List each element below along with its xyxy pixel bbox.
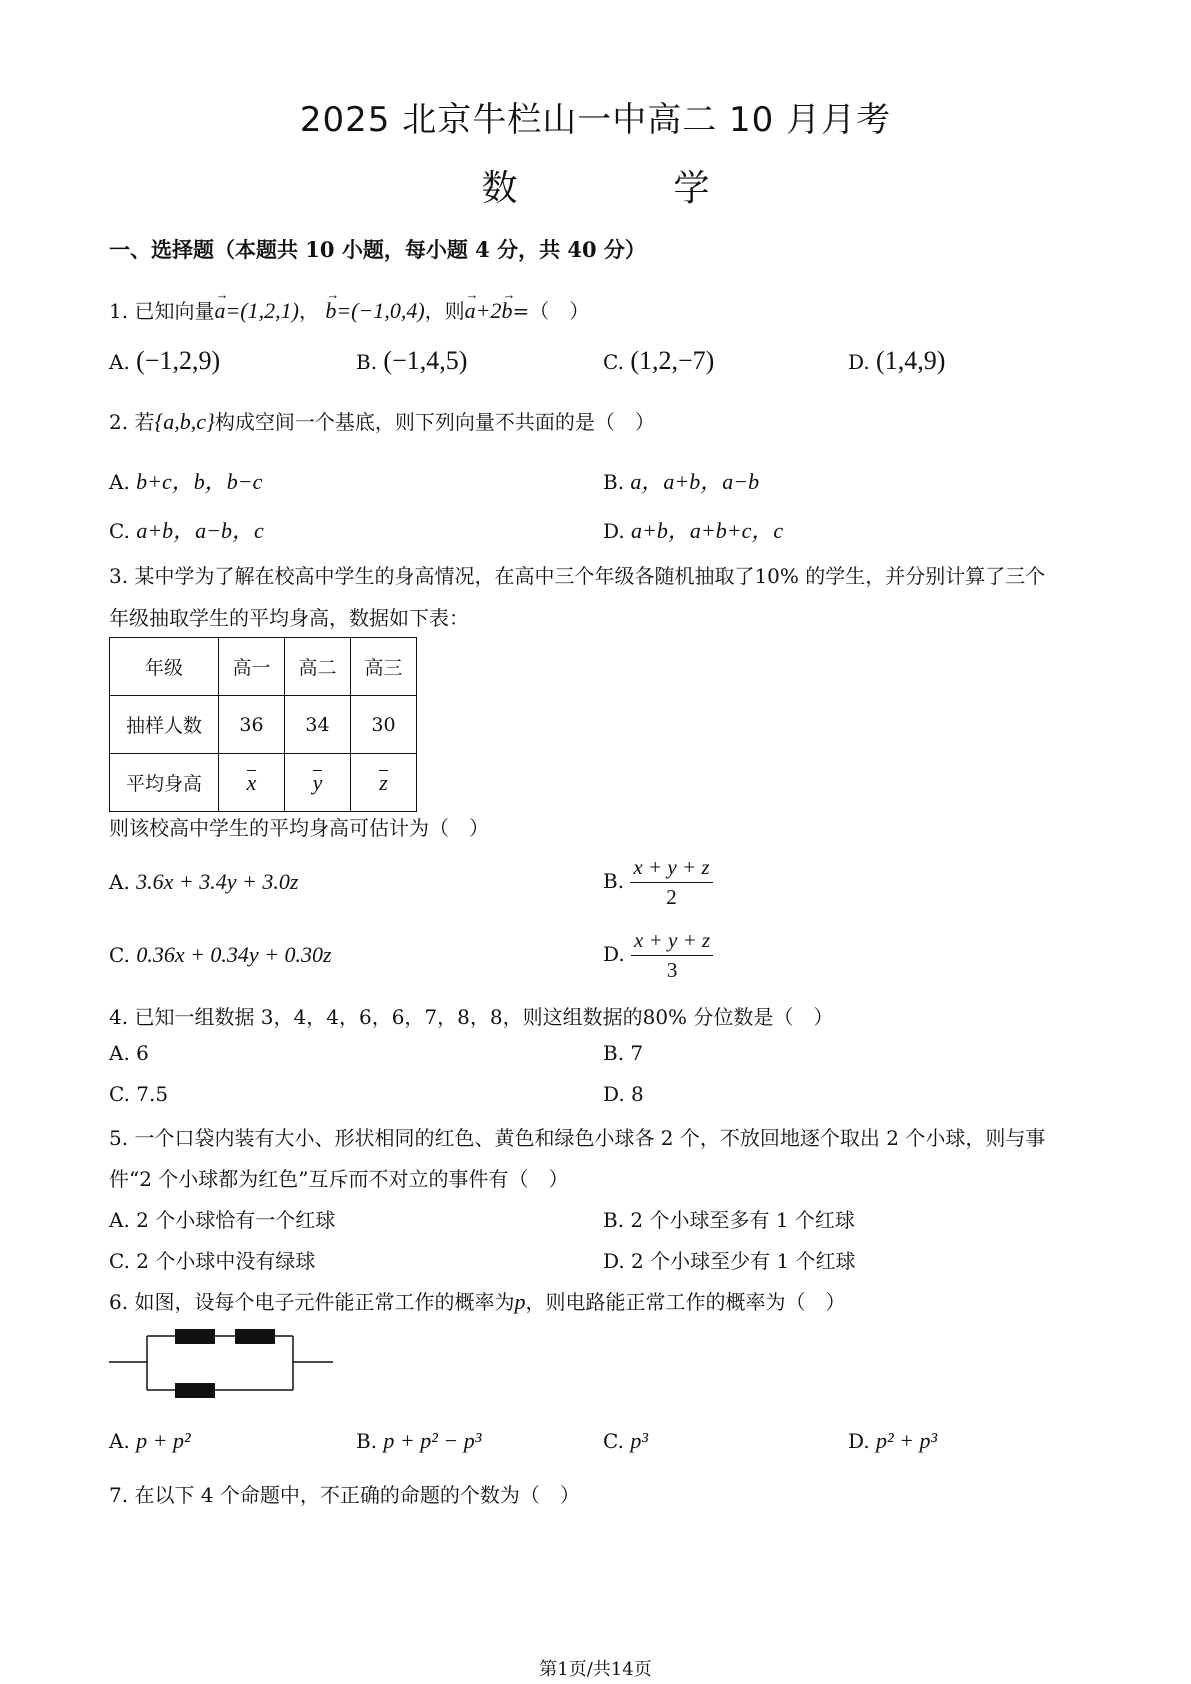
question-3-line-1: 3. 某中学为了解在校高中学生的身高情况，在高中三个年级各随机抽取了10% 的学生，并分别计算了三个 — [109, 564, 1046, 588]
q3-option-a: A. 3.6x + 3.4y + 3.0z — [109, 869, 299, 894]
q5-option-c: C. 2 个小球中没有绿球 — [109, 1249, 316, 1273]
q4-option-c: C. 7.5 — [109, 1082, 169, 1106]
question-2: 2. 若{a,b,c}构成空间一个基底，则下列向量不共面的是（ ） — [109, 409, 655, 434]
q6-option-a: A. p + p² — [109, 1428, 191, 1453]
q2-option-c: C. a+b，a−b，c — [109, 518, 264, 543]
question-1: 1. 已知向量→ a=(1,2,1)， → b=(−1,0,4)，则→ a+2→ b=（ ） — [109, 295, 589, 324]
q6-option-b: B. p + p² − p³ — [356, 1428, 482, 1453]
question-4: 4. 已知一组数据 3，4，4，6，6，7，8，8，则这组数据的80% 分位数是（ ） — [109, 1005, 834, 1029]
question-5-line-1: 5. 一个口袋内装有大小、形状相同的红色、黄色和绿色小球各 2 个，不放回地逐个取出 2 个小球，则与事 — [109, 1126, 1046, 1150]
q6-option-d: D. p² + p³ — [848, 1428, 938, 1453]
table-row: 年级 高一 高二 高三 — [110, 638, 417, 696]
section-heading: 一、选择题（本题共 10 小题，每小题 4 分，共 40 分） — [109, 237, 646, 262]
q4-option-a: A. 6 — [109, 1041, 149, 1065]
q2-option-b: B. a，a+b，a−b — [603, 469, 760, 494]
q1-option-c: C. (1,2,−7) — [603, 346, 715, 375]
q1-option-a: A. (−1,2,9) — [109, 346, 221, 375]
q2-option-a: A. b+c，b，b−c — [109, 469, 263, 494]
q3-option-c: C. 0.36x + 0.34y + 0.30z — [109, 942, 332, 967]
question-7: 7. 在以下 4 个命题中，不正确的命题的个数为（ ） — [109, 1483, 580, 1507]
basis-set: {a,b,c} — [154, 409, 215, 434]
q3-option-b: B. $\frac{x + y + z}{2}$ — [603, 855, 713, 910]
question-5-line-2: 件“2 个小球都为红色”互斥而不对立的事件有（ ） — [109, 1167, 569, 1191]
table-row: 平均身高 x y z — [110, 754, 417, 812]
q5-option-b: B. 2 个小球至多有 1 个红球 — [603, 1208, 855, 1232]
question-6: 6. 如图，设每个电子元件能正常工作的概率为p，则电路能正常工作的概率为（ ） — [109, 1289, 846, 1314]
q6-option-c: C. p³ — [603, 1428, 648, 1453]
circuit-element-top-1 — [175, 1329, 215, 1344]
q3-option-d: D. $\frac{x + y + z}{3}$ — [603, 928, 713, 983]
circuit-element-top-2 — [235, 1329, 275, 1344]
page-footer: 第1页/共14页 — [539, 1659, 652, 1680]
q5-option-a: A. 2 个小球恰有一个红球 — [109, 1208, 336, 1232]
q4-option-d: D. 8 — [603, 1082, 644, 1106]
q1-option-b: B. (−1,4,5) — [356, 346, 468, 375]
q5-option-d: D. 2 个小球至少有 1 个红球 — [603, 1249, 856, 1273]
question-3-line-3: 则该校高中学生的平均身高可估计为（ ） — [109, 816, 489, 840]
question-3-line-2: 年级抽取学生的平均身高，数据如下表： — [109, 606, 469, 630]
table-row: 抽样人数 36 34 30 — [110, 696, 417, 754]
circuit-diagram — [105, 1318, 345, 1398]
circuit-element-bottom — [175, 1383, 215, 1398]
q2-option-d: D. a+b，a+b+c，c — [603, 518, 784, 543]
height-table — [109, 637, 417, 812]
q1-option-d: D. (1,4,9) — [848, 346, 946, 375]
exam-title: 2025 北京牛栏山一中高二 10 月月考 — [299, 100, 892, 140]
subject-title: 数 学 — [481, 168, 770, 209]
q4-option-b: B. 7 — [603, 1041, 644, 1065]
